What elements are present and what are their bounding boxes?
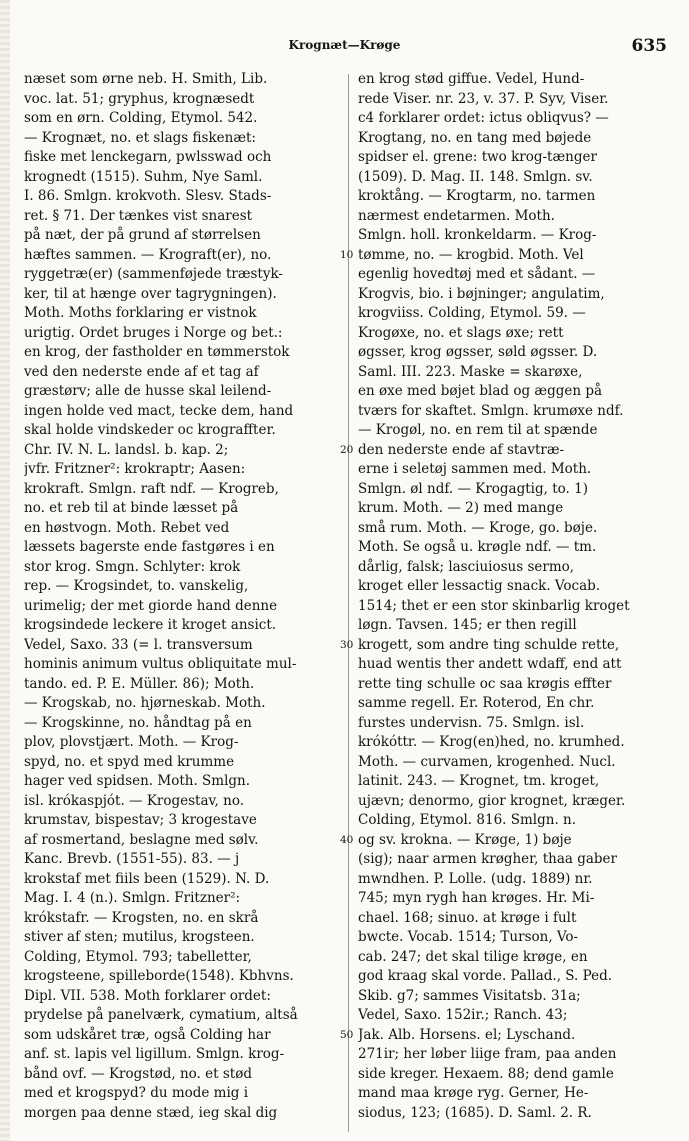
- text-line: Colding, Etymol. 793; tabelletter,: [24, 948, 252, 965]
- text-line: læssets bagerste ende fastgøres i en: [24, 539, 275, 555]
- text-line: morgen paa denne stæd, ieg skal dig: [24, 1104, 278, 1121]
- text-line: plov, plovstjært. Moth. — Krog-: [24, 734, 239, 750]
- text-line: små rum. Moth. — Kroge, go. bøje.: [358, 519, 598, 536]
- column-divider: [348, 74, 349, 1132]
- text-line: 745; myn rygh han krøges. Hr. Mi-: [358, 890, 595, 906]
- text-line: krokraft. Smlgn. raft ndf. — Krogreb,: [24, 480, 279, 497]
- text-line: Vedel, Saxo. 33 (= l. transversum: [24, 636, 253, 653]
- text-line: rede Viser. nr. 23, v. 37. P. Syv, Viser.: [358, 90, 609, 107]
- text-line: — Krogskinne, no. håndtag på en: [24, 714, 252, 731]
- text-line: egenlig hovedtøj med et sådant. —: [358, 266, 596, 282]
- text-line: krum. Moth. — 2) med mange: [358, 500, 564, 516]
- text-line: en høstvogn. Moth. Rebet ved: [24, 519, 230, 536]
- line-number: 20: [340, 443, 354, 456]
- text-line: furstes undervisn. 75. Smlgn. isl.: [358, 714, 585, 731]
- line-number: 10: [340, 248, 354, 261]
- line-number: 40: [340, 833, 354, 846]
- text-line: på næt, der på grund af størrelsen: [24, 227, 261, 243]
- text-line: tando. ed. P. E. Müller. 86); Moth.: [24, 675, 255, 692]
- text-line: som en ørn. Colding, Etymol. 542.: [24, 110, 258, 126]
- text-line: næset som ørne neb. H. Smith, Lib.: [24, 71, 268, 87]
- text-line: latinit. 243. — Krognet, tm. kroget,: [358, 773, 600, 789]
- text-line: krókstafr. — Krogsten, no. en skrå: [24, 909, 259, 926]
- text-line: — Krognæt, no. et slags fiskenæt:: [24, 129, 256, 146]
- text-line: en øxe med bøjet blad og æggen på: [358, 383, 603, 399]
- text-line: tømme, no. — krogbid. Moth. Vel: [358, 246, 584, 263]
- page-edge: [0, 0, 10, 1141]
- text-line: urigtig. Ordet bruges i Norge og bet.:: [24, 324, 283, 341]
- text-line: Mag. I. 4 (n.). Smlgn. Fritzner²:: [24, 890, 241, 906]
- text-line: bwcte. Vocab. 1514; Turson, Vo-: [358, 929, 579, 945]
- text-line: siodus, 123; (1685). D. Saml. 2. R.: [358, 1104, 592, 1121]
- text-line: samme regell. Er. Roterod, En chr.: [358, 695, 595, 711]
- text-line: 271ir; her løber liige fram, paa anden: [358, 1046, 617, 1062]
- text-line: spyd, no. et spyd med krumme: [24, 753, 235, 770]
- text-line: en krog stød giffue. Vedel, Hund-: [358, 71, 585, 87]
- text-line: krogsteene, spilleborde(1548). Kbhvns.: [24, 968, 294, 984]
- text-line: c4 forklarer ordet: ictus obliqvus? —: [358, 110, 609, 126]
- text-line: stiver af sten; mutilus, krogsteen.: [24, 929, 255, 945]
- text-line: hæftes sammen. — Krograft(er), no.: [24, 246, 272, 263]
- text-line: erne i seletøj sammen med. Moth.: [358, 461, 592, 477]
- text-line: spidser el. grene: two krog-tænger: [358, 149, 597, 165]
- text-line: ved den nederste ende af et tag af: [24, 363, 259, 380]
- text-line: god kraag skal vorde. Pallad., S. Ped.: [358, 968, 613, 984]
- text-line: ingen holde ved mact, tecke dem, hand: [24, 402, 294, 419]
- text-line: I. 86. Smlgn. krokvoth. Slesv. Stads-: [24, 188, 272, 204]
- text-line: mwndhen. P. Lolle. (udg. 1889) nr.: [358, 870, 593, 887]
- text-line: krókóttr. — Krog(en)hed, no. krumhed.: [358, 734, 625, 750]
- text-line: rette ting schulle oc saa krøgis effter: [358, 675, 612, 692]
- text-line: med et krogspyd? du mode mig i: [24, 1085, 249, 1101]
- line-number: 30: [340, 638, 354, 651]
- text-line: øgsser, krog øgsser, søld øgsser. D.: [358, 344, 598, 360]
- text-line: kroktång. — Krogtarm, no. tarmen: [358, 188, 596, 204]
- text-line: Chr. IV. N. L. landsl. b. kap. 2;: [24, 441, 229, 458]
- text-line: løgn. Tavsen. 145; er then regill: [358, 617, 577, 633]
- text-line: rep. — Krogsindet, to. vanskelig,: [24, 578, 249, 594]
- text-line: Smlgn. holl. kronkeldarm. — Krog-: [358, 227, 597, 243]
- text-line: huad wentis ther andett wdaff, end att: [358, 656, 622, 672]
- text-line: — Krogskab, no. hjørneskab. Moth.: [24, 695, 266, 711]
- text-line: cab. 247; det skal tilige krøge, en: [358, 948, 588, 965]
- text-line: krokstaf met fiils been (1529). N. D.: [24, 870, 270, 887]
- text-line: — Krogøl, no. en rem til at spænde: [358, 422, 598, 438]
- text-line: ret. § 71. Der tænkes vist snarest: [24, 207, 253, 224]
- text-line: anf. st. lapis vel ligillum. Smlgn. krog-: [24, 1046, 285, 1062]
- text-line: 1514; thet er een stor skinbarlig kroget: [358, 597, 630, 614]
- text-line: Moth. Se også u. krøgle ndf. — tm.: [358, 539, 597, 555]
- text-line: krogsindede leckere it kroget ansict.: [24, 617, 277, 633]
- text-line: skal holde vindskeder oc krograffter.: [24, 422, 276, 438]
- text-line: Moth. — curvamen, krogenhed. Nucl.: [358, 753, 616, 770]
- text-line: hominis animum vultus obliquitate mul-: [24, 656, 297, 672]
- text-line: voc. lat. 51; gryphus, krognæsedt: [24, 90, 255, 107]
- text-line: jvfr. Fritzner²: krokraptr; Aasen:: [24, 461, 246, 477]
- text-line: prydelse på panelværk, cymatium, altså: [24, 1007, 298, 1023]
- text-line: (1509). D. Mag. II. 148. Smlgn. sv.: [358, 168, 593, 185]
- text-line: Kanc. Brevb. (1551-55). 83. — j: [24, 851, 240, 867]
- text-line: ujævn; denormo, gior krognet, kræger.: [358, 792, 626, 809]
- running-title: Krognæt—Krøge: [288, 38, 401, 52]
- text-line: Skib. g7; sammes Visitatsb. 31a;: [358, 987, 581, 1004]
- text-line: af rosmertand, beslagne med sølv.: [24, 831, 259, 848]
- text-line: Dipl. VII. 538. Moth forklarer ordet:: [24, 987, 271, 1004]
- text-line: Krogøxe, no. et slags øxe; rett: [358, 324, 564, 341]
- text-line: Vedel, Saxo. 152ir.; Ranch. 43;: [358, 1007, 568, 1023]
- text-line: græstørv; alle de husse skal leilend-: [24, 383, 272, 399]
- text-line: fiske met lenckegarn, pwlsswad och: [24, 149, 272, 165]
- left-column: [24, 70, 342, 1123]
- text-line: en krog, der fastholder en tømmerstok: [24, 344, 290, 360]
- text-line: Saml. III. 223. Maske = skarøxe,: [358, 363, 583, 380]
- text-line: den nederste ende af stavtræ-: [358, 441, 565, 458]
- text-line: krogett, som andre ting schulde rette,: [358, 636, 620, 653]
- text-line: dårlig, falsk; lasciuiosus sermo,: [358, 558, 575, 575]
- page-header: [0, 36, 689, 60]
- text-line: chael. 168; sinuo. at krøge i fult: [358, 909, 577, 926]
- right-column: [358, 70, 670, 1123]
- text-line: side kreger. Hexaem. 88; dend gamle: [358, 1065, 614, 1082]
- text-line: som udskåret træ, også Colding har: [24, 1026, 271, 1043]
- text-line: isl. krókaspjót. — Krogestav, no.: [24, 792, 245, 809]
- text-line: ryggetræ(er) (sammenføjede træstyk-: [24, 266, 283, 282]
- text-line: (sig); naar armen krøgher, thaa gaber: [358, 851, 617, 867]
- text-line: Moth. Moths forklaring er vistnok: [24, 305, 257, 321]
- text-line: no. et reb til at binde læsset på: [24, 500, 239, 516]
- text-line: tværs for skaftet. Smlgn. krumøxe ndf.: [358, 402, 624, 419]
- text-line: urimelig; der met giorde hand denne: [24, 597, 278, 614]
- text-line: krogviiss. Colding, Etymol. 59. —: [358, 305, 586, 321]
- text-line: Krogtang, no. en tang med bøjede: [358, 129, 592, 146]
- text-line: og sv. krokna. — Krøge, 1) bøje: [358, 831, 572, 848]
- text-line: Jak. Alb. Horsens. el; Lyschand.: [358, 1026, 576, 1043]
- text-line: stor krog. Smgn. Schlyter: krok: [24, 558, 241, 575]
- text-line: krognedt (1515). Suhm, Nye Saml.: [24, 168, 263, 185]
- text-line: nærmest endetarmen. Moth.: [358, 207, 555, 224]
- text-line: ker, til at hænge over tagrygningen).: [24, 285, 277, 302]
- text-line: kroget eller lessactig snack. Vocab.: [358, 578, 601, 594]
- text-line: mand maa krøge ryg. Gerner, He-: [358, 1085, 589, 1101]
- text-line: Krogvis, bio. i bøjninger; angulatim,: [358, 285, 605, 302]
- text-line: Smlgn. øl ndf. — Krogagtig, to. 1): [358, 480, 588, 497]
- text-line: Colding, Etymol. 816. Smlgn. n.: [358, 812, 577, 828]
- page-number: 635: [631, 36, 667, 56]
- text-line: krumstav, bispestav; 3 krogestave: [24, 812, 257, 828]
- line-number: 50: [340, 1028, 354, 1041]
- text-line: bånd ovf. — Krogstød, no. et stød: [24, 1065, 252, 1082]
- text-line: hager ved spidsen. Moth. Smlgn.: [24, 773, 251, 789]
